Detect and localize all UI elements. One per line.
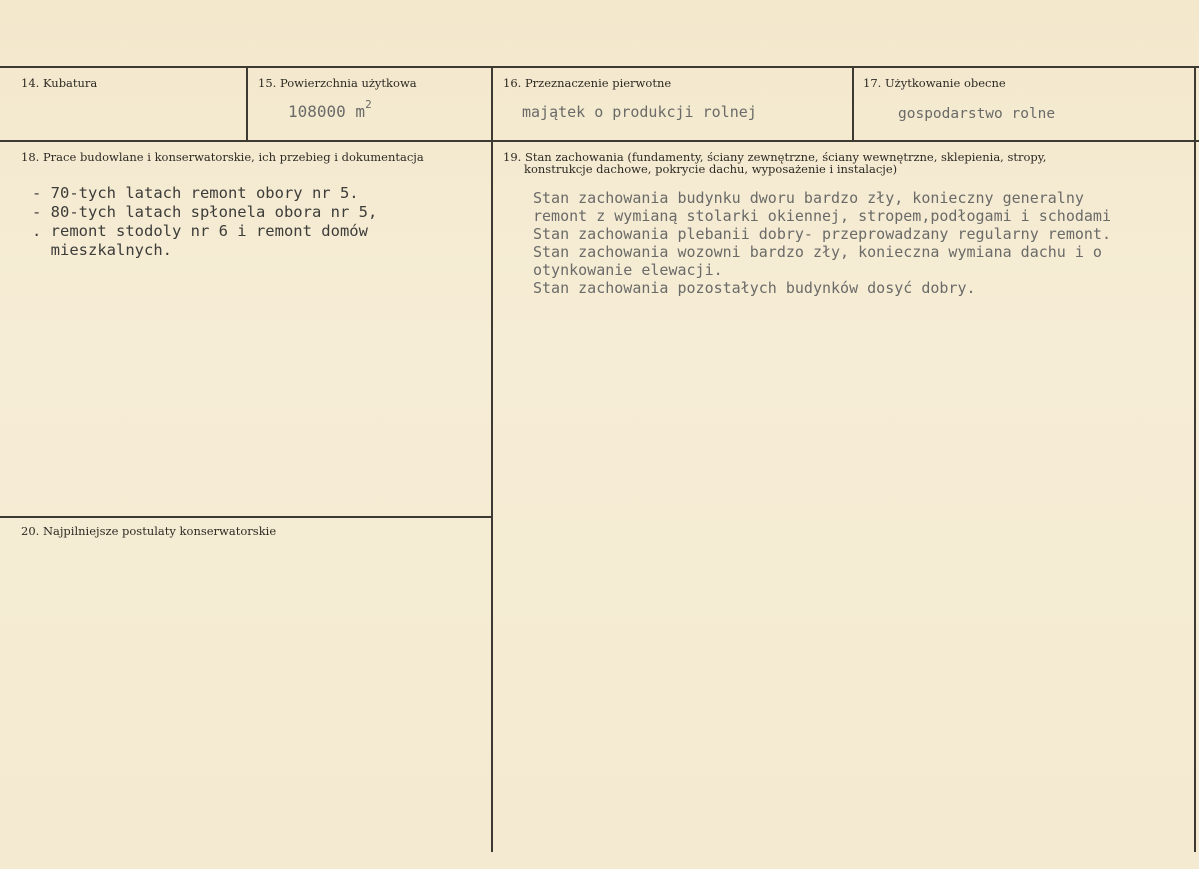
stan-zachowania-line-3: Stan zachowania plebanii dobry- przeprowadzany regularny remont. [533, 225, 1111, 243]
powierzchnia-uzytkowa-value [288, 98, 372, 121]
stan-zachowania-label-line-2: konstrukcje dachowe, pokrycie dachu, wyposażenie i instalacje) [524, 162, 898, 176]
top-border-line [0, 66, 1199, 68]
przeznaczenie-pierwotne-label: 16. Przeznaczenie pierwotne [503, 76, 672, 90]
stan-zachowania-label-line-1: 19. Stan zachowania (fundamenty, ściany zewnętrzne, ściany wewnętrzne, sklepienia, stropy, [503, 150, 1047, 164]
column-divider-main [491, 66, 493, 852]
section-20-divider-line [0, 516, 492, 518]
powierzchnia-uzytkowa-label: 15. Powierzchnia użytkowa [258, 76, 417, 90]
kubatura-label: 14. Kubatura [21, 76, 98, 90]
uzytkowanie-obecne-label: 17. Użytkowanie obecne [863, 76, 1006, 90]
prace-budowlane-line-4: mieszkalnych. [32, 241, 172, 259]
prace-budowlane-line-2: - 80-tych latach spłonela obora nr 5, [32, 203, 378, 221]
area-value-text: 108000 m [288, 102, 366, 121]
przeznaczenie-pierwotne-value: majątek o produkcji rolnej [522, 103, 757, 121]
uzytkowanie-obecne-value: gospodarstwo rolne [898, 106, 1056, 122]
right-border-line [1194, 66, 1196, 852]
stan-zachowania-line-1: Stan zachowania budynku dworu bardzo zły, konieczny generalny [533, 189, 1084, 207]
column-divider-14-15 [246, 66, 248, 142]
area-unit-exponent: 2 [365, 98, 372, 111]
prace-budowlane-label: 18. Prace budowlane i konserwatorskie, ich przebieg i dokumentacja [21, 150, 424, 164]
stan-zachowania-line-5: otynkowanie elewacji. [533, 261, 723, 279]
prace-budowlane-line-1: - 70-tych latach remont obory nr 5. [32, 184, 359, 202]
postulaty-konserwatorskie-label: 20. Najpilniejsze postulaty konserwatorskie [21, 524, 277, 538]
prace-budowlane-line-3: . remont stodoly nr 6 i remont domów [32, 222, 368, 240]
row-divider-line [0, 140, 1199, 142]
column-divider-16-17 [852, 66, 854, 142]
stan-zachowania-line-2: remont z wymianą stolarki okiennej, stropem,podłogami i schodami [533, 207, 1111, 225]
stan-zachowania-line-6: Stan zachowania pozostałych budynków dosyć dobry. [533, 279, 976, 297]
stan-zachowania-line-4: Stan zachowania wozowni bardzo zły, konieczna wymiana dachu i o [533, 243, 1102, 261]
